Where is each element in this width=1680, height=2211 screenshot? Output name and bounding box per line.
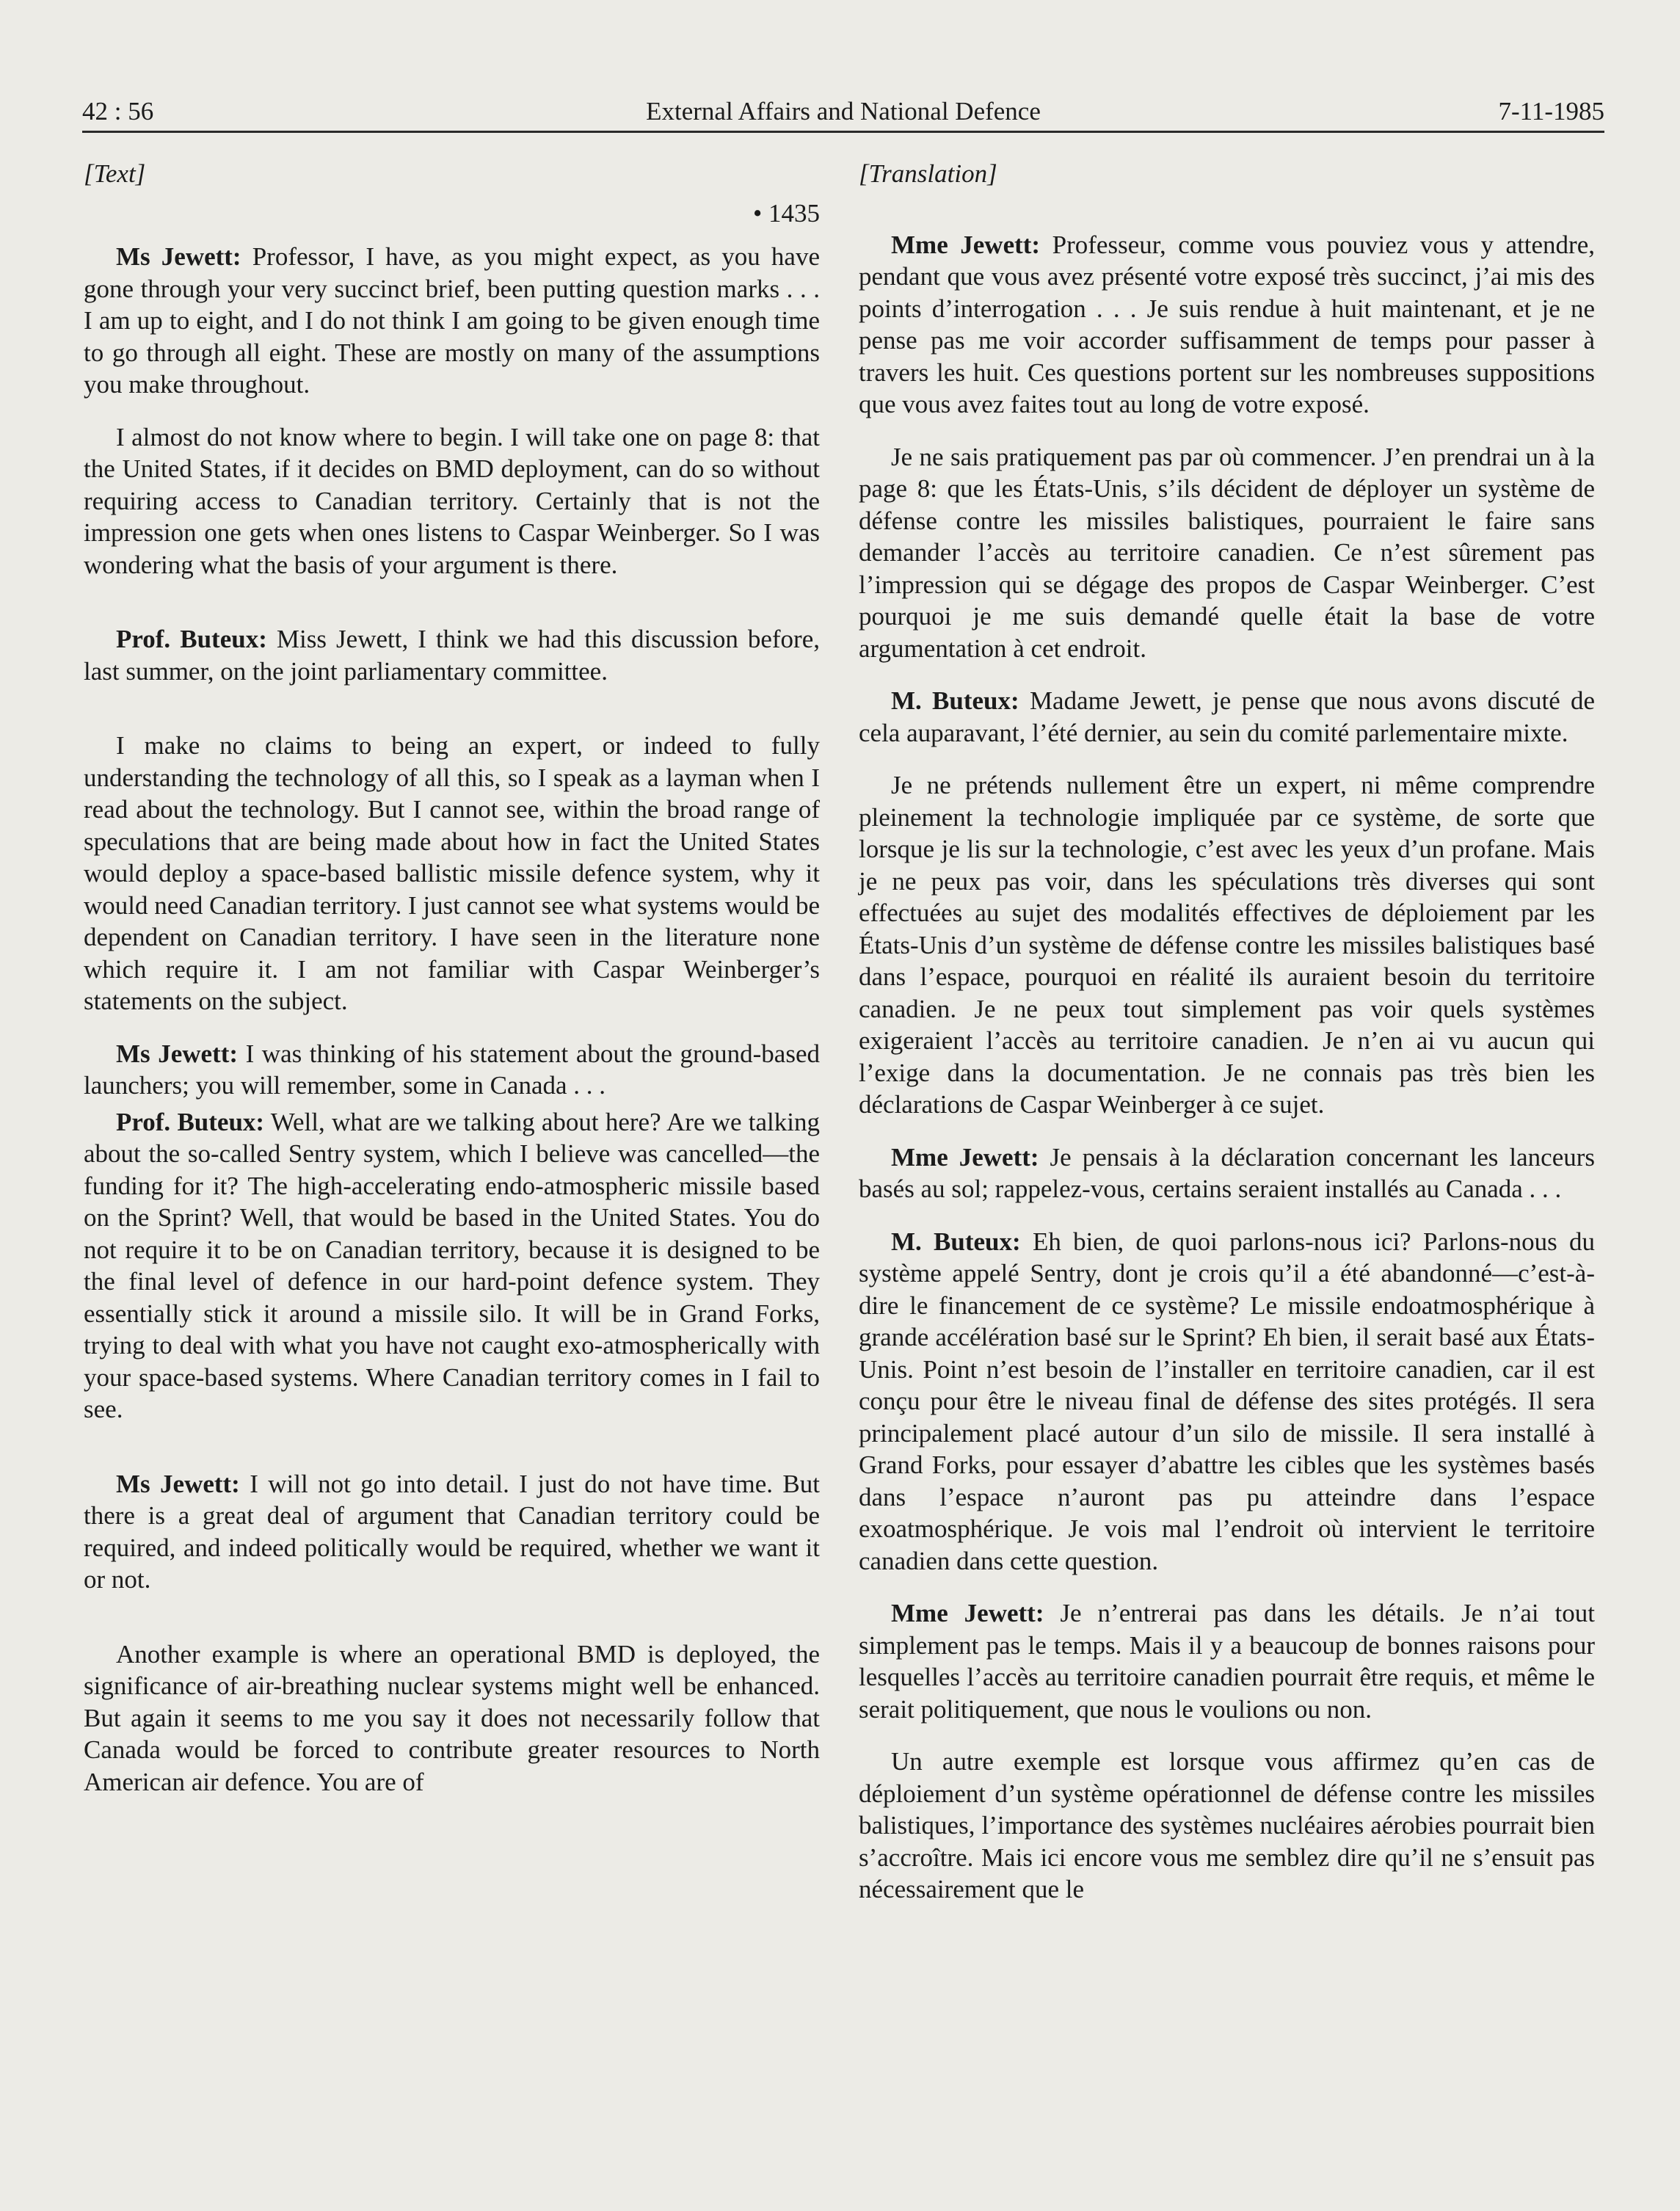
paragraph-text: I was thinking of his statement about the ground-based launchers; you will remember, some in Canada . . . [84,1039,820,1100]
spacer [859,197,1595,229]
paragraph-text: Another example is where an operational BMD is deployed, the significance of air-breathing nuclear systems might well be enhanced. But again it seems to me you say it does not necessarily follow that Canada would be forced to contribute greater resources to North American air defence. You are of [84,1639,820,1796]
french-column [859,158,1595,1926]
paragraph-text: Je ne prétends nullement être un expert, ni même comprendre pleinement la technologie impliquée par ce système, de sorte que lorsque je lis sur la technologie, c’est avec les yeux d’un profane. Mais je ne peux pas voir, dans les spéculations très diverses qui sont effectuées au sujet des modalités effectives de déploiement par les États-Unis d’un système de défense contre les missiles balistiques basé dans l’espace, pourquoi en réalité ils auraient besoin du territoire canadien. Je ne peux tout simplement pas voir quels systèmes exigeraient l’accès au territoire canadien. Je n’en ai vu aucun qui l’exige dans la documentation. Je ne connais pas très bien les déclarations de Caspar Weinberger à ce sujet. [859,771,1595,1119]
speaker-name: Prof. Buteux: [116,1107,265,1136]
paragraph [84,421,820,581]
text-marker: [Text] [84,159,146,188]
paragraph [84,1638,820,1798]
paragraph-text: Professeur, comme vous pouviez vous y attendre, pendant que vous avez présenté votre exposé très succinct, j’ai mis des points d’interrogation . . . Je suis rendue à huit maintenant, et je ne pense pas me voir accorder suffisamment de temps pour passer à travers les huit. Ces questions portent sur les nombreuses suppositions que vous avez faites tout au long de votre exposé. [859,230,1595,418]
paragraph [859,1746,1595,1906]
speaker-name: Prof. Buteux: [116,625,267,653]
paragraph-text: Miss Jewett, I think we had this discussion before, last summer, on the joint parliamentary committee. [84,625,820,686]
paragraph [859,229,1595,421]
page-header [82,85,1604,133]
paragraph-text: I make no claims to being an expert, or indeed to fully understanding the technology of all this, so I speak as a layman when I read about the technology. But I cannot see, within the broad range of speculations that are being made about how in fact the United States would deploy a space-based ballistic missile defence system, why it would need Canadian territory. I just cannot see what systems would be dependent on Canadian territory. I have seen in the literature none which require it. I am not familiar with Caspar Weinberger’s statements on the subject. [84,731,820,1015]
paragraph [84,241,820,401]
paragraph [859,685,1595,749]
paragraph-text: I almost do not know where to begin. I will take one on page 8: that the United States, if it decides on BMD deployment, can do so without requiring access to Canadian territory. Certainly that is not the impression one gets when ones listens to Caspar Weinberger. So I was wondering what the basis of your argument is there. [84,422,820,579]
paragraph [859,769,1595,1121]
paragraph [84,623,820,687]
paragraph [859,441,1595,665]
speaker-name: Ms Jewett: [116,242,241,271]
paragraph [84,1106,820,1426]
english-column [84,158,820,1818]
paragraph-text: Un autre exemple est lorsque vous affirmez qu’en cas de déploiement d’un système opérationnel de défense contre les missiles balistiques, l’importance des systèmes nucléaires aérobies pourrait bien s’accroître. Mais ici encore vous me semblez dire qu’il ne s’ensuit pas nécessairement que le [859,1747,1595,1903]
paragraph [859,1597,1595,1725]
time-stamp: • 1435 [752,198,820,228]
header-title: External Affairs and National Defence [646,97,1041,126]
paragraph [84,1038,820,1102]
header-date: 7-11-1985 [1498,97,1604,126]
paragraph [84,1468,820,1596]
paragraph [859,1141,1595,1205]
speaker-name: M. Buteux: [891,686,1019,715]
speaker-name: Mme Jewett: [891,230,1041,259]
page-number: 42 : 56 [82,97,154,126]
speaker-name: Mme Jewett: [891,1599,1044,1627]
paragraph-text: Je ne sais pratiquement pas par où commencer. J’en prendrai un à la page 8: que les États-Unis, s’ils décident de déployer un système de défense contre les missiles balistiques, pourraient le faire sans demander l’accès au territoire canadien. Ce n’est sûrement pas l’impression qui se dégage des propos de Caspar Weinberger. C’est pourquoi je me suis demandé quelle était la base de votre argumentation à cet endroit. [859,442,1595,663]
paragraph-text: I will not go into detail. I just do not have time. But there is a great deal of argument that Canadian territory could be required, and indeed politically would be required, whether we want it or not. [84,1469,821,1594]
speaker-name: Ms Jewett: [116,1469,240,1498]
speaker-name: Ms Jewett: [116,1039,239,1068]
paragraph-text: Professor, I have, as you might expect, as you have gone through your very succinct brief, been putting question marks . . . I am up to eight, and I do not think I am going to be given enough time to go through all eight. These are mostly on many of the assumptions you make throughout. [84,242,820,399]
speaker-name: M. Buteux: [891,1227,1021,1256]
paragraph [84,730,820,1017]
paragraph-text: Well, what are we talking about here? Are we talking about the so-called Sentry system, which I believe was cancelled—the funding for it? The high-accelerating endo-atmospheric missile based on the Sprint? Well, that would be based in the United States. You do not require it to be on Canadian territory, because it is designed to be the final level of defence in our hard-point defence system. They essentially stick it around a missile silo. It will be in Grand Forks, trying to deal with what you have not caught exo-atmospherically with your space-based systems. Where Canadian territory comes in I fail to see. [84,1107,821,1423]
paragraph-text: Eh bien, de quoi parlons-nous ici? Parlons-nous du système appelé Sentry, dont je crois qu’il a été abandonné—c’est-à-dire le financement de ce système? Le missile endoatmosphérique à grande accélération basé sur le Sprint? Eh bien, il serait basé aux États-Unis. Point n’est besoin de l’installer en territoire canadien, car il est conçu pour être le niveau final de défense des sites protégés. Il sera principalement placé autour d’un silo de missile. Il sera installé à Grand Forks, pour essayer d’abattre les cibles que les systèmes basés dans l’espace n’auront pas pu atteindre dans l’espace exoatmosphérique. Je vois mal l’endroit où intervient le territoire canadien dans cette question. [859,1227,1595,1575]
translation-marker: [Translation] [859,159,997,188]
paragraph-text: Madame Jewett, je pense que nous avons discuté de cela auparavant, l’été dernier, au sein du comité parlementaire mixte. [859,686,1596,747]
paragraph-text: Je n’entrerai pas dans les détails. Je n’ai tout simplement pas le temps. Mais il y a beaucoup de bonnes raisons pour lesquelles l’accès au territoire canadien pourrait être requis, et même le serait politiquement, que nous le voulions ou non. [859,1599,1595,1724]
paragraph [859,1226,1595,1578]
paragraph-text: Je pensais à la déclaration concernant les lanceurs basés au sol; rappelez-vous, certains seraient installés au Canada . . . [859,1142,1595,1203]
speaker-name: Mme Jewett: [891,1142,1039,1172]
